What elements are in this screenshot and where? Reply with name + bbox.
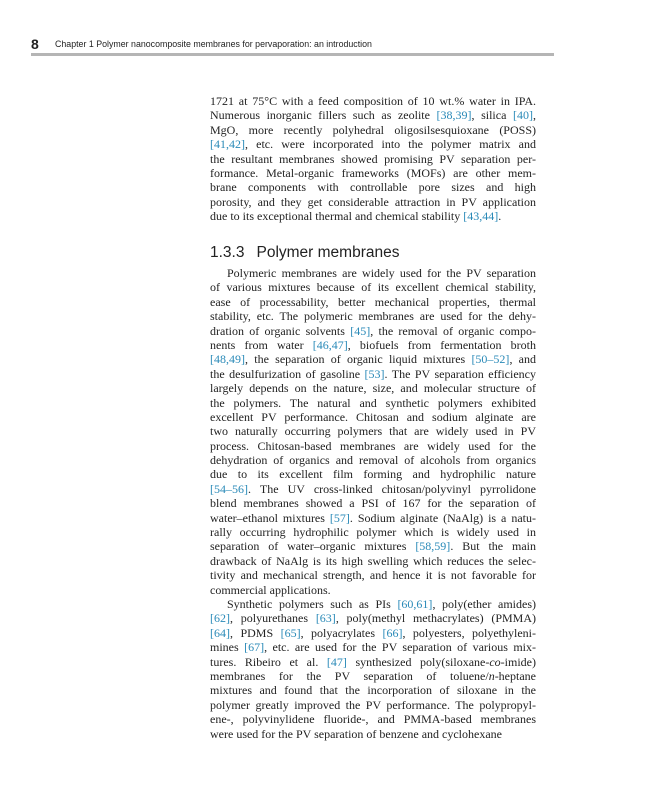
text-line: dehydration of organics and removal of alcohols from organics xyxy=(210,453,536,468)
text-line: the desulfurization of gasoline [53]. The PV separation efficiency xyxy=(210,366,536,381)
citation-link[interactable]: [62] xyxy=(210,611,230,626)
citation-link[interactable]: [67] xyxy=(244,640,265,655)
italic-text: n xyxy=(488,668,495,683)
text-line: two naturally occurring polymers that are widely used in PV xyxy=(210,424,536,439)
text-line: [41,42], etc. were incorporated into the polymer matrix and xyxy=(210,137,536,152)
text-line: the resultant membranes showed promising PV separation per- xyxy=(210,151,536,166)
text-line: process. Chitosan-based membranes are widely used for the xyxy=(210,438,536,453)
text-line: MgO, more recently polyhedral oligosilsesquioxane (POSS) xyxy=(210,122,536,137)
text-line: brane components with controllable pore sizes and high xyxy=(210,180,536,195)
section-heading xyxy=(210,244,399,262)
citation-link[interactable]: [64] xyxy=(210,625,230,640)
text-line: water–ethanol mixtures [57]. Sodium alginate (NaAlg) is a natu- xyxy=(210,510,536,525)
section-number: 1.3.3 xyxy=(210,244,245,261)
citation-link[interactable]: [53] xyxy=(364,366,385,381)
text-line: were used for the PV separation of benzene and cyclohexane xyxy=(210,726,502,741)
citation-link[interactable]: [63] xyxy=(315,611,336,626)
text-line: blend membranes showed a PSI of 167 for the separation of xyxy=(210,496,536,511)
paragraph xyxy=(210,597,536,741)
text-line: largely depends on the nature, size, and molecular structure of xyxy=(210,381,536,396)
citation-link[interactable]: [58,59] xyxy=(415,539,451,554)
citation-link[interactable]: [48,49] xyxy=(210,352,245,367)
page-number: 8 xyxy=(31,36,39,52)
citation-link[interactable]: [43,44] xyxy=(463,209,499,224)
text-line: 1721 at 75°C with a feed composition of 10 wt.% water in IPA. xyxy=(210,94,536,108)
paragraph xyxy=(210,266,536,597)
text-line: formance. Metal-organic frameworks (MOFs) are other mem- xyxy=(210,165,536,180)
text-line: of various mixtures because of its excellent chemical stability, xyxy=(210,280,536,295)
text-line: polymer greatly improved the PV performance. The polypropyl- xyxy=(210,697,536,712)
citation-link[interactable]: [47] xyxy=(326,654,347,669)
citation-link[interactable]: [38,39] xyxy=(436,108,472,123)
text-line: separation of water–organic mixtures [58,59]. But the main xyxy=(210,539,536,554)
citation-link[interactable]: [57] xyxy=(329,510,350,525)
text-line: stability, etc. The polymeric membranes are used for the dehy- xyxy=(210,309,536,324)
text-line: dration of organic solvents [45], the removal of organic compo- xyxy=(210,323,536,338)
text-line: [64], PDMS [65], polyacrylates [66], polyesters, polyethyleni- xyxy=(210,625,537,640)
citation-link[interactable]: [45] xyxy=(350,323,371,338)
text-line: porosity, and they get considerable attraction in PV application xyxy=(210,194,536,209)
text-line: ene-, polyvinylidene fluoride-, and PMMA-based membranes xyxy=(210,712,536,727)
text-line: [54–56]. The UV cross-linked chitosan/polyvinyl pyrrolidone xyxy=(210,481,536,496)
citation-link[interactable]: [40] xyxy=(513,108,533,123)
citation-link[interactable]: [66] xyxy=(382,625,403,640)
text-line: Synthetic polymers such as PIs [60,61], poly(ether amides) xyxy=(227,597,536,611)
text-line: due to its exceptional thermal and chemical stability [43,44]. xyxy=(210,209,502,224)
section-title: Polymer membranes xyxy=(256,244,400,261)
text-line: ease of processability, better mechanical properties, thermal xyxy=(210,294,536,309)
italic-text: co xyxy=(489,654,501,669)
text-line: drawback of NaAlg is its high swelling which reduces the selec- xyxy=(210,553,536,568)
text-line: tivity and mechanical strength, and hence it is not favorable for xyxy=(210,568,536,583)
text-line: [48,49], the separation of organic liquid mixtures [50–52], and xyxy=(210,352,537,367)
text-line: excellent PV performance. Chitosan and sodium alginate are xyxy=(210,409,536,424)
citation-link[interactable]: [54–56] xyxy=(210,481,248,496)
text-line: Polymeric membranes are widely used for the PV separation xyxy=(227,266,536,280)
text-line: tures. Ribeiro et al. [47] synthesized poly(siloxane-co-imide) xyxy=(210,654,536,669)
citation-link[interactable]: [60,61] xyxy=(397,597,433,611)
citation-link[interactable]: [50–52] xyxy=(471,352,510,367)
text-line: [62], polyurethanes [63], poly(methyl methacrylates) (PMMA) xyxy=(210,611,537,626)
text-line: Numerous inorganic fillers such as zeolite [38,39], silica [40], xyxy=(210,108,536,123)
citation-link[interactable]: [46,47] xyxy=(312,337,348,352)
citation-link[interactable]: [41,42] xyxy=(210,137,245,152)
text-line: rally occurring hydrophilic polymer which is widely used in xyxy=(210,525,536,540)
header-rule xyxy=(31,53,554,56)
text-line: the polymers. The natural and synthetic polymers exhibited xyxy=(210,395,536,410)
text-line: membranes for the PV separation of toluene/n-heptane xyxy=(210,668,536,683)
paragraph xyxy=(210,94,536,224)
chapter-title: Chapter 1 Polymer nanocomposite membranes for pervaporation: an introduction xyxy=(55,39,372,50)
text-line: nents from water [46,47], biofuels from fermentation broth xyxy=(210,337,536,352)
text-line: mines [67], etc. are used for the PV separation of various mix- xyxy=(210,640,536,655)
text-line: mixtures and found that the incorporation of siloxane in the xyxy=(210,683,536,698)
citation-link[interactable]: [65] xyxy=(280,625,301,640)
text-line: due to its excellent film forming and hydrophilic nature xyxy=(210,467,536,482)
text-line: commercial applications. xyxy=(210,582,331,597)
